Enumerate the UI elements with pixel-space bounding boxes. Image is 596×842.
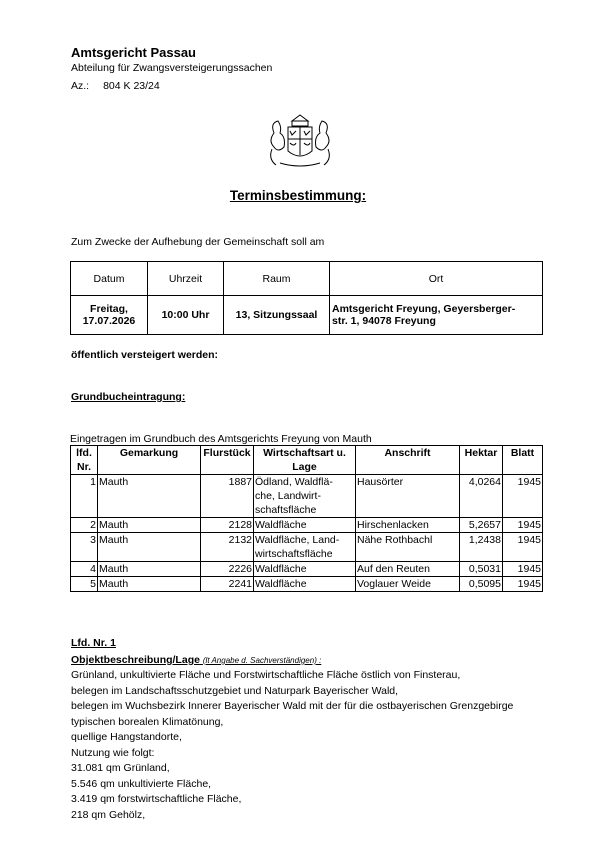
case-number-value: 804 K 23/24 — [103, 80, 160, 92]
row-art: Waldfläche, Land- wirtschaftsfläche — [254, 533, 356, 562]
auction-statement: öffentlich versteigert werden: — [71, 349, 219, 361]
row-hektar: 0,5095 — [460, 577, 503, 592]
table-row — [71, 518, 543, 533]
intro-text: Zum Zwecke der Aufhebung der Gemeinschaft soll am — [71, 236, 325, 248]
case-number — [71, 80, 160, 92]
header-ort: Ort — [330, 262, 543, 296]
row-gemarkung: Mauth — [98, 475, 201, 518]
lfd-nr-heading: Lfd. Nr. 1 — [71, 637, 116, 649]
row-gemarkung: Mauth — [98, 577, 201, 592]
table-row — [71, 533, 543, 562]
objekt-heading — [71, 654, 321, 666]
grundbuch-heading: Grundbucheintragung: — [71, 391, 186, 403]
court-name: Amtsgericht Passau — [71, 45, 196, 60]
row-nr: 4 — [71, 562, 98, 577]
header-wirtschaftsart: Wirtschaftsart u. Lage — [254, 446, 356, 475]
appointment-header-row — [71, 262, 543, 296]
row-anschrift: Auf den Reuten — [356, 562, 460, 577]
parcels-table — [70, 445, 543, 592]
bavarian-coat-of-arms-icon — [262, 113, 338, 171]
description-line: quellige Hangstandorte, — [71, 731, 182, 743]
row-nr: 2 — [71, 518, 98, 533]
description-line: 218 qm Gehölz, — [71, 808, 146, 821]
parcels-header-row — [71, 446, 543, 475]
row-art: Ödland, Waldflä- che, Landwirt- schaftsfläche — [254, 475, 356, 518]
row-blatt: 1945 — [503, 577, 543, 592]
row-flurstueck: 2226 — [201, 562, 254, 577]
row-flurstueck: 2128 — [201, 518, 254, 533]
row-art: Waldfläche — [254, 562, 356, 577]
header-gemarkung: Gemarkung — [98, 446, 201, 475]
row-blatt: 1945 — [503, 562, 543, 577]
row-art: Waldfläche — [254, 518, 356, 533]
objekt-heading-text: Objektbeschreibung/Lage — [71, 654, 200, 666]
appointment-date: Freitag, 17.07.2026 — [71, 296, 148, 335]
appointment-data-row — [71, 296, 543, 335]
row-nr: 5 — [71, 577, 98, 592]
objekt-heading-note: (lt Angabe d. Sachverständigen) : — [202, 656, 322, 665]
row-nr: 1 — [71, 475, 98, 518]
row-anschrift: Hirschenlacken — [356, 518, 460, 533]
grundbuch-reference: Eingetragen im Grundbuch des Amtsgerichts Freyung von Mauth — [70, 433, 372, 445]
row-nr: 3 — [71, 533, 98, 562]
description-line: 5.546 qm unkultivierte Fläche, — [71, 777, 212, 790]
row-hektar: 1,2438 — [460, 533, 503, 562]
description-line: belegen im Wuchsbezirk Innerer Bayerischer Wald mit der für die ostbayerischen Grenzgebirge — [71, 700, 514, 712]
row-anschrift: Voglauer Weide — [356, 577, 460, 592]
row-anschrift: Hausörter — [356, 475, 460, 518]
header-anschrift: Anschrift — [356, 446, 460, 475]
header-uhrzeit: Uhrzeit — [148, 262, 224, 296]
appointment-time: 10:00 Uhr — [148, 296, 224, 335]
table-row — [71, 577, 543, 592]
header-blatt: Blatt — [503, 446, 543, 475]
header-raum: Raum — [224, 262, 330, 296]
row-flurstueck: 1887 — [201, 475, 254, 518]
description-line: 31.081 qm Grünland, — [71, 762, 170, 774]
description-line: Grünland, unkultivierte Fläche und Forstwirtschaftliche Fläche östlich von Finsterau, — [71, 669, 461, 681]
appointment-room: 13, Sitzungssaal — [224, 296, 330, 335]
row-art: Waldfläche — [254, 577, 356, 592]
case-number-label: Az.: — [71, 80, 90, 92]
description-line: belegen im Landschaftsschutzgebiet und Naturpark Bayerischer Wald, — [71, 684, 399, 697]
table-row — [71, 562, 543, 577]
description-line: typischen borealen Klimatönung, — [71, 715, 224, 728]
table-row — [71, 475, 543, 518]
appointment-table — [70, 261, 543, 335]
row-blatt: 1945 — [503, 533, 543, 562]
row-gemarkung: Mauth — [98, 562, 201, 577]
row-blatt: 1945 — [503, 475, 543, 518]
header-datum: Datum — [71, 262, 148, 296]
row-gemarkung: Mauth — [98, 518, 201, 533]
page-title: Terminsbestimmung: — [229, 188, 367, 203]
description-line: 3.419 qm forstwirtschaftliche Fläche, — [71, 793, 242, 805]
row-flurstueck: 2132 — [201, 533, 254, 562]
row-hektar: 0,5031 — [460, 562, 503, 577]
row-hektar: 5,2657 — [460, 518, 503, 533]
row-blatt: 1945 — [503, 518, 543, 533]
department: Abteilung für Zwangsversteigerungssachen — [71, 62, 273, 74]
description-line: Nutzung wie folgt: — [71, 746, 155, 759]
header-flurstueck: Flurstück — [201, 446, 254, 475]
row-flurstueck: 2241 — [201, 577, 254, 592]
header-lfd-nr: lfd. Nr. — [71, 446, 98, 475]
row-anschrift: Nähe Rothbachl — [356, 533, 460, 562]
row-gemarkung: Mauth — [98, 533, 201, 562]
description-block — [71, 668, 513, 823]
header-hektar: Hektar — [460, 446, 503, 475]
appointment-place: Amtsgericht Freyung, Geyersberger- str. 1, 94078 Freyung — [330, 296, 543, 335]
row-hektar: 4,0264 — [460, 475, 503, 518]
